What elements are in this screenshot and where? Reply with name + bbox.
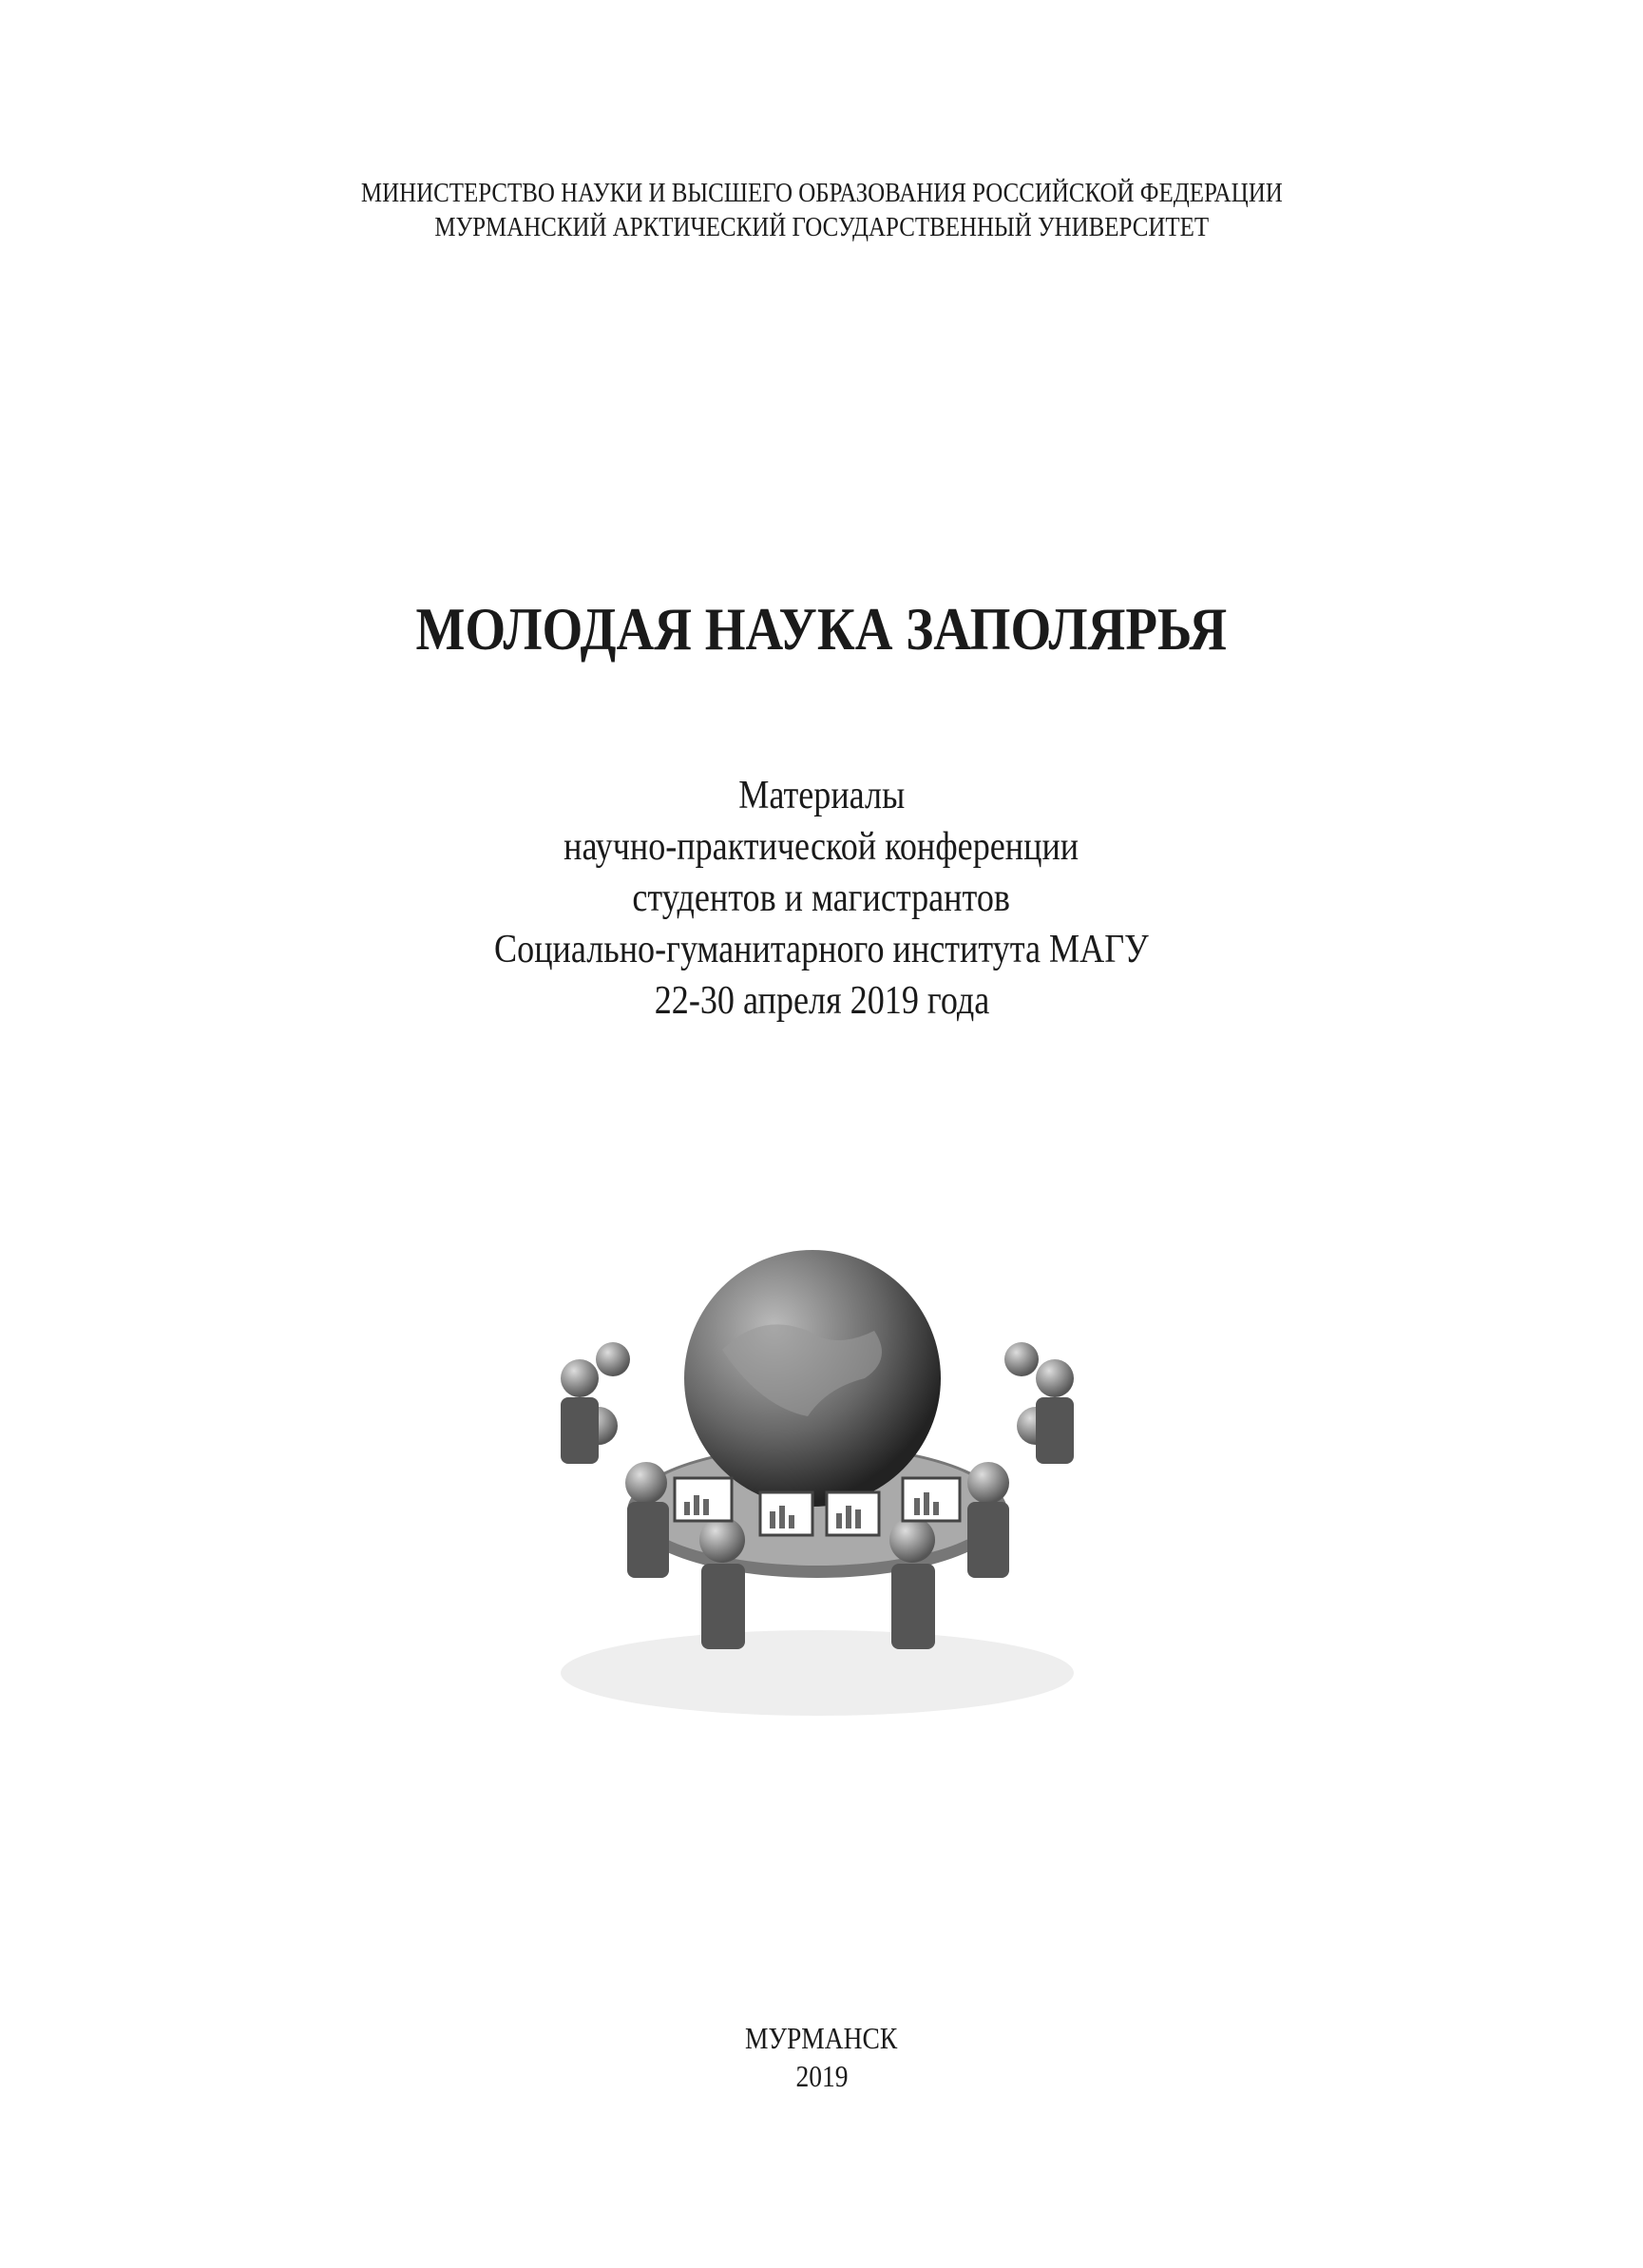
university-heading: МУРМАНСКИЙ АРКТИЧЕСКИЙ ГОСУДАРСТВЕННЫЙ УНИВЕРСИТЕТ (434, 212, 1209, 242)
subtitle-line: 22-30 апреля 2019 года (654, 979, 989, 1023)
publication-year: 2019 (794, 2059, 849, 2093)
document-title: МОЛОДАЯ НАУКА ЗАПОЛЯРЬЯ (415, 595, 1228, 663)
subtitle-line: Материалы (737, 774, 906, 817)
subtitle-line: Социально-гуманитарного института МАГУ (494, 928, 1149, 971)
conference-globe-illustration (532, 1226, 1102, 1720)
subtitle-line: студентов и магистрантов (632, 876, 1011, 920)
subtitle-line: научно-практической конференции (564, 825, 1079, 869)
ministry-heading: МИНИСТЕРСТВО НАУКИ И ВЫСШЕГО ОБРАЗОВАНИЯ РОССИЙСКОЙ ФЕДЕРАЦИИ (360, 178, 1283, 208)
publication-city: МУРМАНСК (745, 2021, 898, 2055)
